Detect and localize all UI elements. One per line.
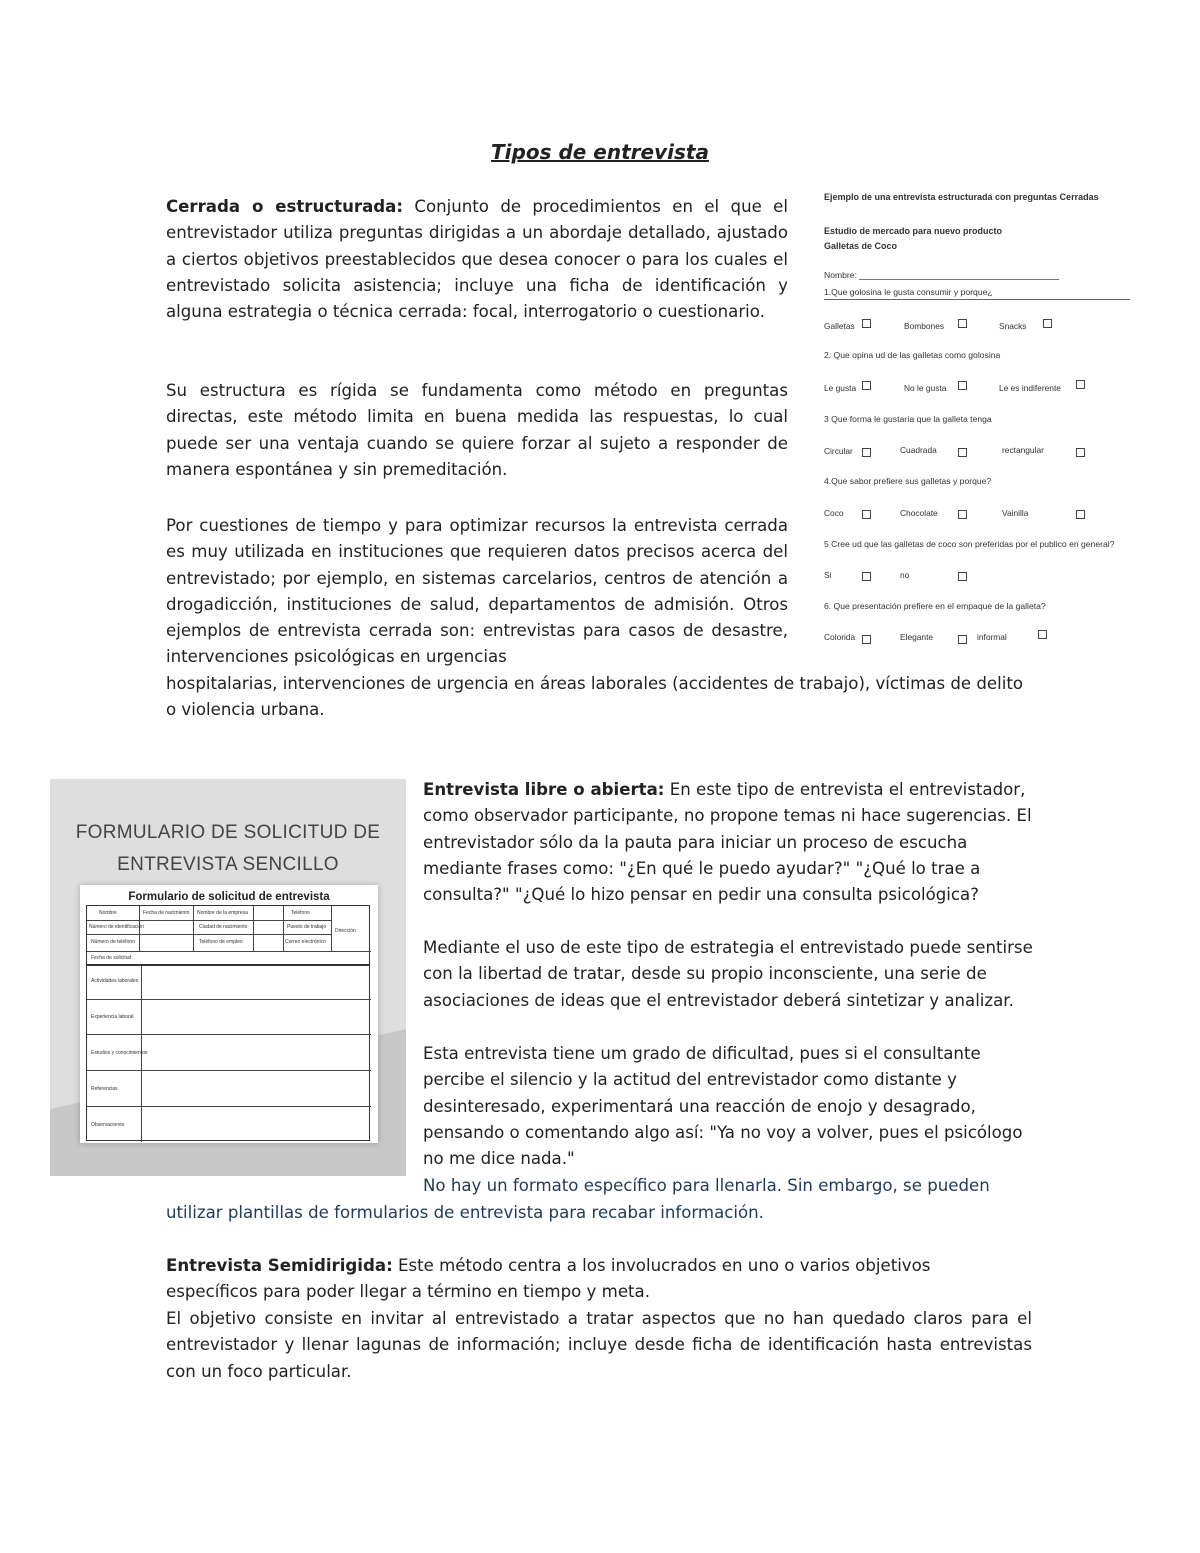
- semidirigida-text-1: Este método centra a los involucrados en uno o varios objetivos específicos para poder llegar a término en tiempo y meta.: [166, 1256, 931, 1302]
- option-label: no: [900, 570, 910, 580]
- question-1: 1.Que golosina le gusta consumir y porque¿: [824, 287, 1130, 300]
- checkbox: [862, 448, 871, 457]
- figure-title: Ejemplo de una entrevista estructurada con preguntas Cerradas: [824, 192, 1099, 202]
- checkbox: [1043, 319, 1052, 328]
- form-sheet-title: Formulario de solicitud de entrevista: [128, 891, 330, 903]
- option-label: Galletas: [824, 321, 855, 331]
- option-label: Circular: [824, 446, 853, 456]
- checkbox: [862, 510, 871, 519]
- libre-paragraph-3: Esta entrevista tiene um grado de dificultad, pues si el consultante percibe el silencio y la actitud del entrevistador como distante y desinteresado, experimentará una reacción de enojo y desagrado, pensando o comentando algo así: "Ya no voy a volver, pues el psicólogo no me dice nada.": [423, 1044, 1023, 1169]
- option-label: No le gusta: [904, 383, 947, 393]
- form-header-grid: [86, 905, 370, 965]
- row-label: Estudios y conocimientos: [91, 1050, 148, 1056]
- header-cell: Fecha de nacimiento: [143, 910, 190, 916]
- option-label: Snacks: [999, 321, 1027, 331]
- option-label: Bombones: [904, 321, 945, 331]
- form-heading: [50, 817, 406, 881]
- checkbox: [958, 635, 967, 644]
- header-cell: Número de teléfono: [91, 939, 135, 945]
- libre-paragraph-2: Mediante el uso de este tipo de estrategia el entrevistado puede sentirse con la libertad de tratar, desde su propio inconsciente, una serie de asociaciones de ideas que el entrevistador deberá sintetizar y analizar.: [423, 938, 1033, 1010]
- form-body-grid: [86, 965, 370, 1141]
- question-6: 6. Que presentación prefiere en el empaque de la galleta?: [824, 601, 1046, 611]
- header-cell: Correo electrónico: [285, 939, 326, 945]
- header-cell: Dirección: [335, 928, 356, 934]
- name-underline: [859, 270, 1059, 280]
- checkbox: [958, 572, 967, 581]
- form-heading-line-1: FORMULARIO DE SOLICITUD DE: [75, 822, 381, 843]
- row-label: Actividades laborales: [91, 978, 139, 984]
- figure-subtitle: [824, 224, 1002, 254]
- header-cell: Nombre de la empresa: [197, 910, 248, 916]
- checkbox: [958, 319, 967, 328]
- libre-note-line-1: No hay un formato específico para llenarla. Sin embargo, se pueden: [423, 1176, 990, 1195]
- row-label: Observaciones: [91, 1122, 125, 1128]
- libre-paragraph-1: [423, 777, 1035, 908]
- option-label: Colorida: [824, 632, 856, 642]
- name-field: [824, 270, 1059, 280]
- name-label: Nombre:: [824, 270, 857, 280]
- cerrada-paragraph-3b: hospitalarias, intervenciones de urgencia en áreas laborales (accidentes de trabajo), víctimas de delito o violencia urbana.: [166, 674, 1024, 720]
- header-cell: Fecha de solicitud: [91, 955, 132, 961]
- option-label: Si: [824, 570, 832, 580]
- checkbox: [862, 572, 871, 581]
- question-4: 4.Que sabor prefiere sus galletas y porque?: [824, 476, 992, 486]
- option-label: Coco: [824, 508, 844, 518]
- interview-form-figure: [50, 779, 406, 1176]
- cerrada-term: Cerrada o estructurada:: [166, 197, 403, 216]
- libre-text-1: En este tipo de entrevista el entrevistador, como observador participante, no propone temas ni hace sugerencias. El entrevistador sólo da la pauta para iniciar un proceso de escucha mediante frases como: "¿En qué le puedo ayudar?" "¿Qué lo trae a consulta?" "¿Qué lo hizo pensar en pedir una consulta psicológica?: [423, 780, 1032, 905]
- header-cell: Número de identificación: [89, 924, 145, 930]
- option-label: informal: [977, 632, 1007, 642]
- figure-subtitle-1: Estudio de mercado para nuevo producto: [824, 226, 1003, 236]
- option-label: Cuadrada: [900, 445, 937, 455]
- option-label: Elegante: [900, 632, 934, 642]
- figure-subtitle-2: Galletas de Coco: [824, 241, 898, 251]
- header-cell: Teléfono de empleo: [199, 939, 243, 945]
- checkbox: [958, 510, 967, 519]
- checkbox: [1038, 630, 1047, 639]
- form-sheet: [80, 885, 378, 1143]
- option-label: Vainilla: [1002, 508, 1029, 518]
- header-cell: Nombre: [99, 910, 117, 916]
- checkbox: [862, 635, 871, 644]
- page-title: Tipos de entrevista: [491, 140, 709, 164]
- libre-note-line-2: utilizar plantillas de formularios de entrevista para recabar información.: [166, 1203, 764, 1222]
- question-2: 2. Que opina ud de las galletas como golosina: [824, 350, 1001, 360]
- libre-term: Entrevista libre o abierta:: [423, 780, 665, 799]
- option-label: Le gusta: [824, 383, 857, 393]
- option-label: Le es indiferente: [999, 383, 1061, 393]
- header-cell: Teléfono: [291, 910, 310, 916]
- option-label: rectangular: [1002, 445, 1044, 455]
- question-5: 5 Cree ud que las galletas de coco son preferidas por el publico en general?: [824, 539, 1115, 549]
- checkbox: [1076, 380, 1085, 389]
- cerrada-paragraph-3a: Por cuestiones de tiempo y para optimizar recursos la entrevista cerrada es muy utilizada en instituciones que requieren datos precisos acerca del entrevistado; por ejemplo, en sistemas carcelarios, centros de atención a drogadicción, instituciones de salud, departamentos de admisión. Otros ejemplos de entrevista cerrada son: entrevistas para casos de desastre, intervenciones psicológicas en urgencias: [166, 516, 788, 667]
- semidirigida-paragraph-2: El objetivo consiste en invitar al entrevistado a tratar aspectos que no han quedado claros para el entrevistador y llenar lagunas de información; incluye desde ficha de identificación hasta entrevistas con un foco particular.: [166, 1309, 1032, 1381]
- checkbox: [862, 319, 871, 328]
- checkbox: [1076, 510, 1085, 519]
- semidirigida-term: Entrevista Semidirigida:: [166, 1256, 393, 1275]
- row-label: Referencias: [91, 1086, 118, 1092]
- semidirigida-paragraph-1: [166, 1253, 956, 1306]
- row-label: Experiencia laboral: [91, 1014, 134, 1020]
- cerrada-text-1: Conjunto de procedimientos en el que el entrevistador utiliza preguntas dirigidas a un abordaje detallado, ajustado a ciertos objetivos preestablecidos que desea conocer o para los cuales el entrevistado solicita asistencia; incluye una ficha de identificación y alguna estrategia o técnica cerrada: focal, interrogatorio o cuestionario.: [166, 197, 789, 322]
- header-cell: Ciudad de nacimiento: [199, 924, 248, 930]
- structured-interview-figure: [818, 188, 1136, 650]
- checkbox: [862, 381, 871, 390]
- cerrada-paragraph-1: [166, 194, 788, 325]
- checkbox: [958, 448, 967, 457]
- checkbox: [1076, 448, 1085, 457]
- checkbox: [958, 381, 967, 390]
- header-cell: Puesto de trabajo: [287, 924, 327, 930]
- cerrada-paragraph-2: Su estructura es rígida se fundamenta como método en preguntas directas, este método limita en buena medida las respuestas, lo cual puede ser una ventaja cuando se quiere forzar al sujeto a responder de manera espontánea y sin premeditación.: [166, 381, 788, 479]
- question-3: 3 Que forma le gustaría que la galleta tenga: [824, 414, 992, 424]
- form-heading-line-2: ENTREVISTA SENCILLO: [117, 854, 339, 875]
- option-label: Chocolate: [900, 508, 938, 518]
